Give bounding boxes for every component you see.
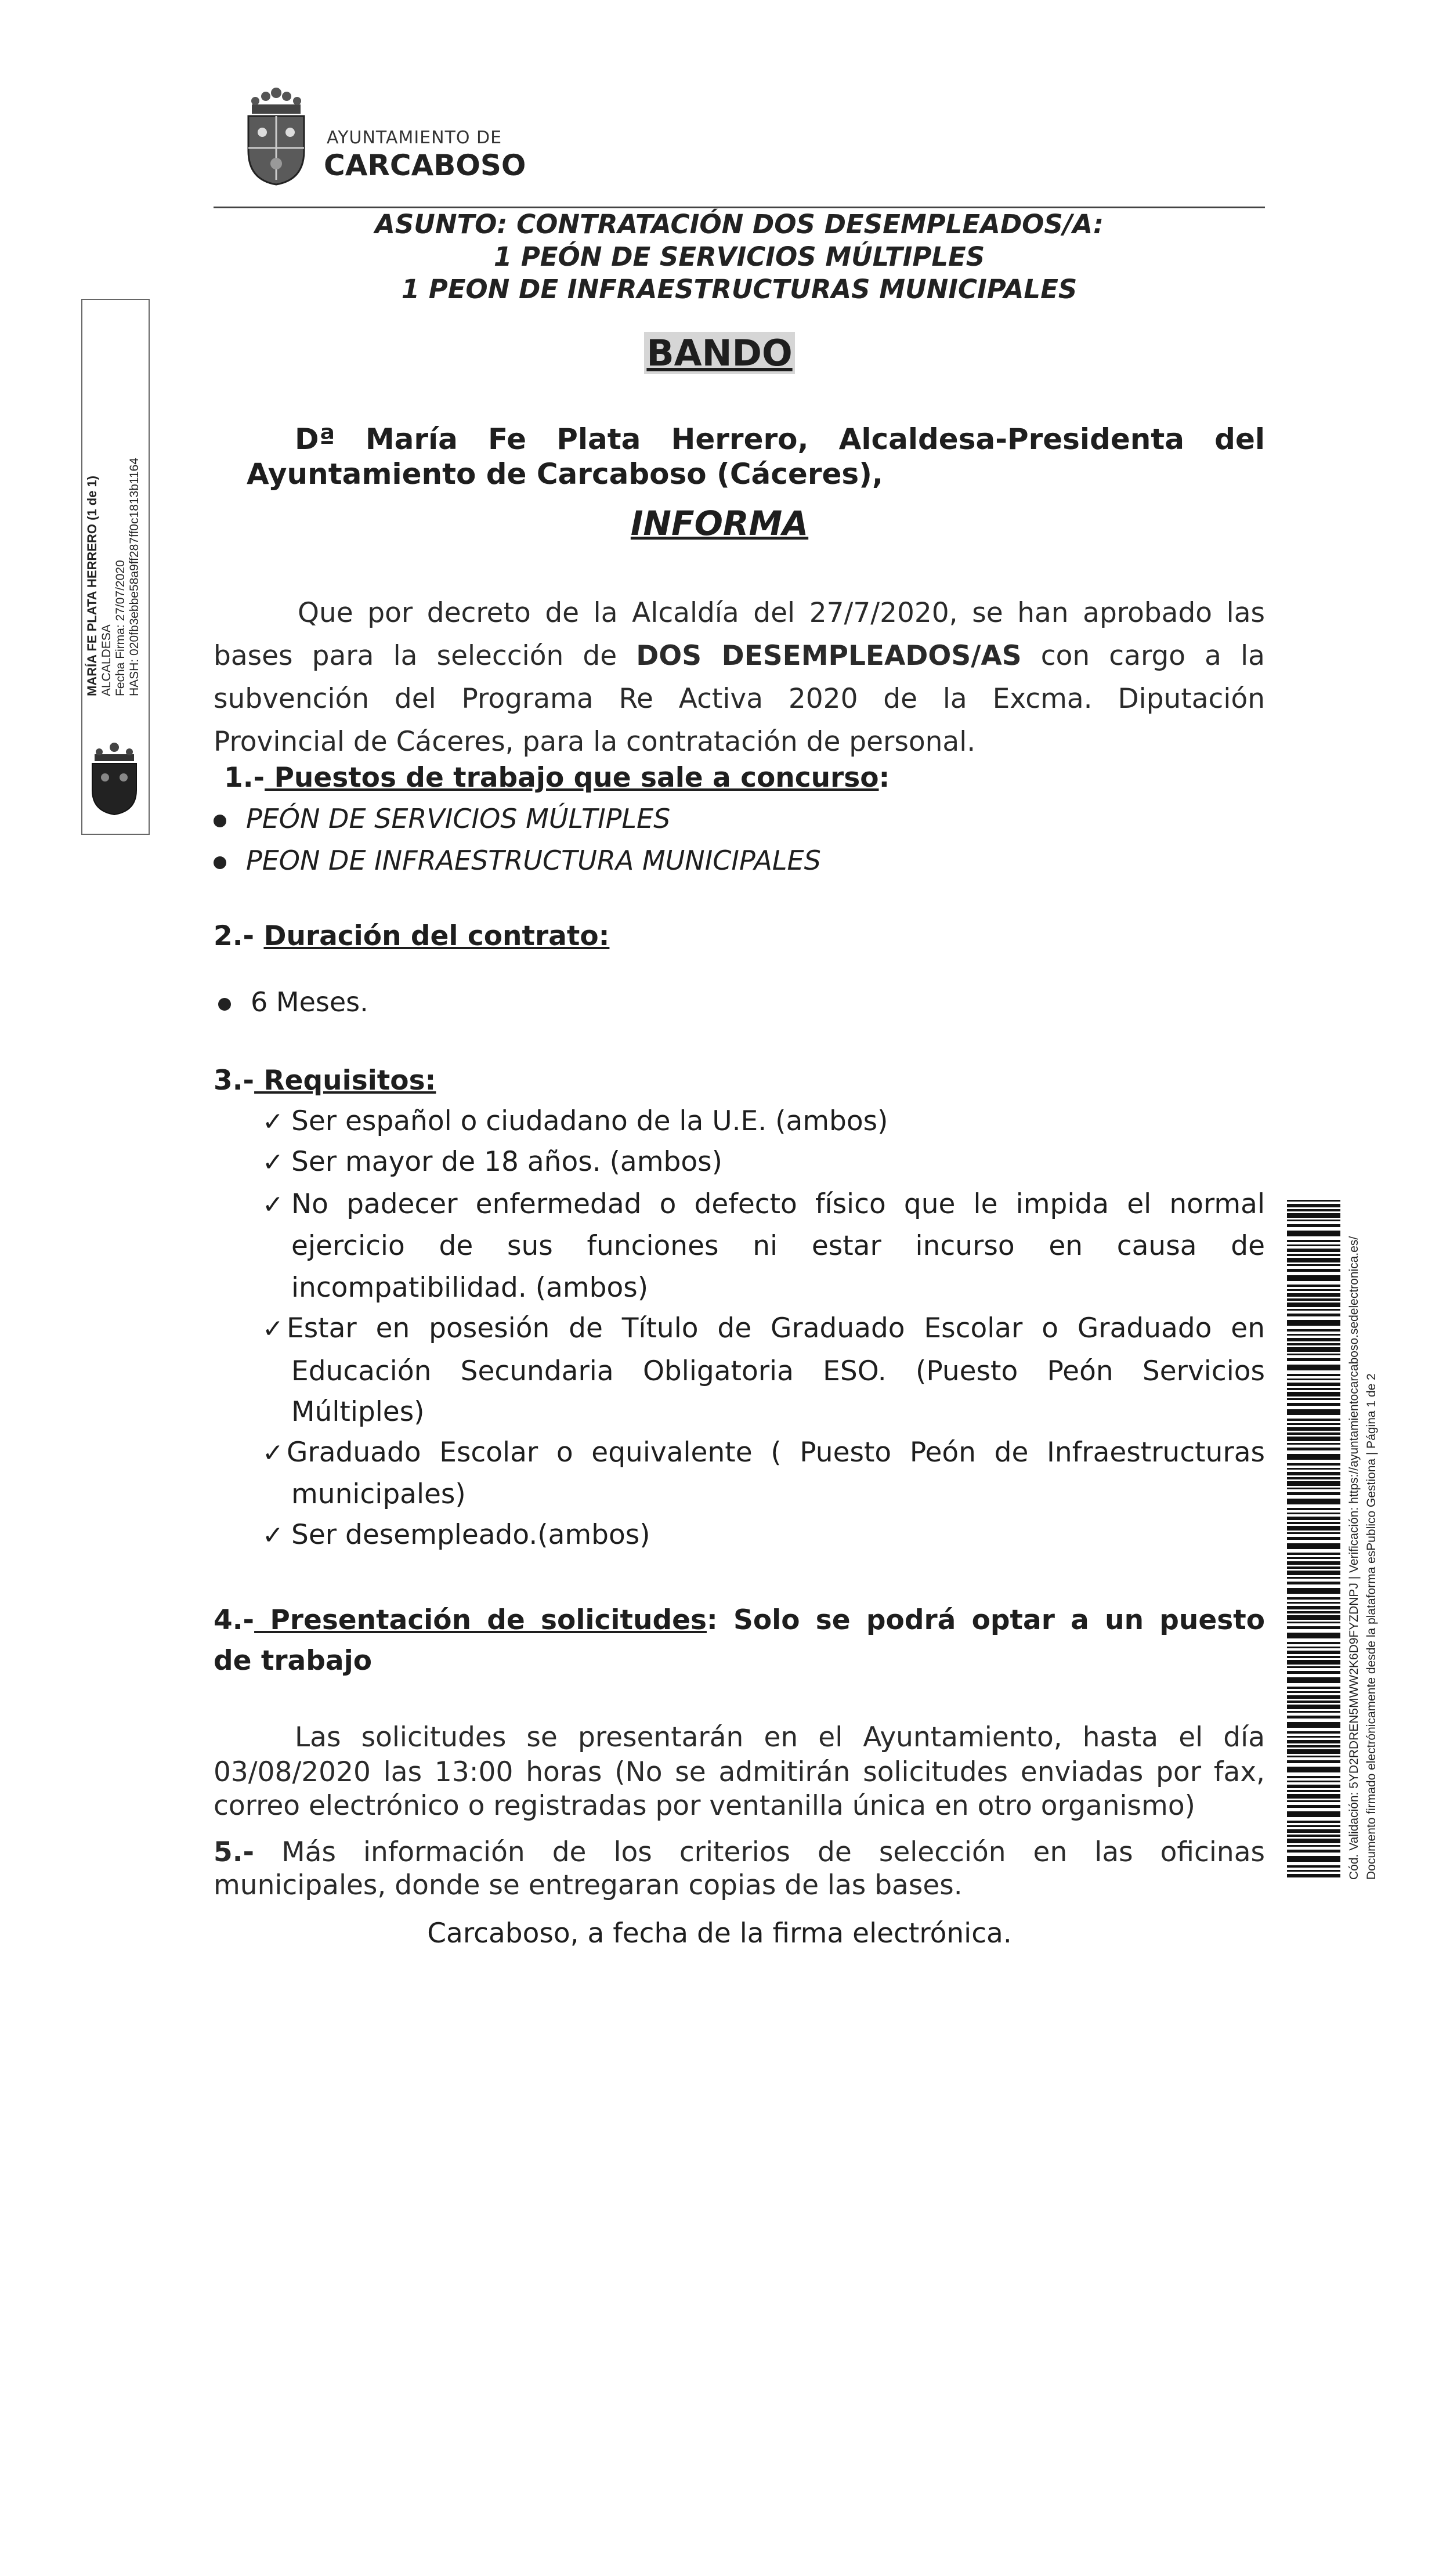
barcode-bar	[1287, 1240, 1340, 1242]
section-2-heading	[214, 920, 609, 952]
barcode-bar	[1287, 1334, 1340, 1336]
section-5-line-2: municipales, donde se entregaran copias de las bases.	[214, 1869, 963, 1901]
validation-barcode	[1287, 1200, 1340, 1879]
barcode-bar	[1287, 1566, 1340, 1569]
document-title	[0, 332, 1439, 374]
barcode-bar	[1287, 1204, 1340, 1207]
barcode-bar	[1287, 1651, 1340, 1654]
barcode-bar	[1287, 1231, 1340, 1236]
barcode-bar	[1287, 1805, 1340, 1808]
barcode-bar	[1287, 1354, 1340, 1355]
barcode-bar	[1287, 1427, 1340, 1431]
validation-code-line: Cód. Validación: 5YD2RDREN5MWW2K6D9FYZDNPJ | Verificación: https://ayuntamientocarcaboso.sedelectronica.es/	[1347, 1236, 1361, 1880]
barcode-bar	[1287, 1626, 1340, 1629]
stamp-role: ALCALDESA	[100, 624, 113, 696]
barcode-bar	[1287, 1454, 1340, 1460]
barcode-bar	[1287, 1398, 1340, 1400]
barcode-bar	[1287, 1244, 1340, 1246]
barcode-bar	[1287, 1320, 1340, 1326]
section-1-title: Puestos de trabajo que sale a concurso	[265, 762, 879, 794]
subject-line-2: 1 PEÓN DE SERVICIOS MÚLTIPLES	[493, 241, 985, 272]
barcode-bar	[1287, 1839, 1340, 1843]
barcode-bar	[1287, 1845, 1340, 1847]
section-4-para-line-3: correo electrónico o registradas por ventanilla única en otro organismo)	[214, 1790, 1195, 1822]
barcode-bar	[1287, 1374, 1340, 1376]
requirement-1-text: Ser español o ciudadano de la U.E. (ambos)	[291, 1105, 888, 1137]
decree-line-2-end: con cargo a la	[1021, 640, 1265, 672]
check-icon: ✓	[262, 1314, 284, 1344]
barcode-bar	[1287, 1874, 1340, 1877]
section-4-title: Presentación de solicitudes	[254, 1604, 707, 1636]
check-icon: ✓	[262, 1148, 284, 1177]
barcode-bar	[1287, 1463, 1340, 1466]
barcode-bar	[1287, 1677, 1340, 1683]
informa-heading: INFORMA	[630, 504, 809, 543]
barcode-bar	[1287, 1794, 1340, 1799]
barcode-bar	[1287, 1701, 1340, 1703]
stamp-date: Fecha Firma: 27/07/2020	[114, 560, 127, 696]
section-1-number: 1.-	[224, 762, 265, 794]
section-2-item-1	[218, 986, 368, 1018]
barcode-bar	[1287, 1825, 1340, 1827]
barcode-bar	[1287, 1642, 1340, 1644]
requirement-6-text: Ser desempleado.(ambos)	[291, 1519, 650, 1551]
requirement-5-line-1: Graduado Escolar o equivalente ( Puesto Peón de Infraestructuras	[287, 1437, 1265, 1468]
document-title-text: BANDO	[644, 332, 794, 374]
barcode-bar	[1287, 1347, 1340, 1352]
requirement-4-line-1: Estar en posesión de Título de Graduado Escolar o Graduado en	[287, 1312, 1265, 1344]
requirement-3-marker	[262, 1188, 291, 1220]
barcode-bar	[1287, 1656, 1340, 1658]
barcode-bar	[1287, 1736, 1340, 1738]
barcode-bar	[1287, 1249, 1340, 1252]
barcode-bar	[1287, 1409, 1340, 1415]
barcode-bar	[1287, 1213, 1340, 1218]
barcode-bar	[1287, 1488, 1340, 1489]
barcode-bar	[1287, 1711, 1340, 1713]
barcode-bar	[1287, 1611, 1340, 1613]
barcode-bar	[1287, 1443, 1340, 1445]
stamp-signer: MARÍA FE PLATA HERRERO (1 de 1)	[85, 475, 99, 696]
section-4-title-rest: : Solo se podrá optar a un puesto	[706, 1604, 1265, 1636]
intro-line-1: Dª María Fe Plata Herrero, Alcaldesa-Presidenta del	[295, 422, 1265, 456]
barcode-bar	[1287, 1499, 1340, 1504]
requirement-3-line-1: No padecer enfermedad o defecto físico que le impida el normal	[291, 1188, 1265, 1220]
barcode-bar	[1287, 1749, 1340, 1754]
barcode-bar	[1287, 1423, 1340, 1425]
bullet-icon	[214, 815, 226, 827]
barcode-bar	[1287, 1437, 1340, 1441]
barcode-bar	[1287, 1492, 1340, 1495]
section-3-heading	[214, 1065, 436, 1097]
barcode-bar	[1287, 1224, 1340, 1227]
barcode-bar	[1287, 1695, 1340, 1699]
header-divider	[214, 207, 1265, 208]
barcode-bar	[1287, 1517, 1340, 1520]
barcode-bar	[1287, 1432, 1340, 1435]
barcode-bar	[1287, 1865, 1340, 1868]
barcode-bar	[1287, 1790, 1340, 1792]
section-1-item-2-text: PEON DE INFRAESTRUCTURA MUNICIPALES	[246, 845, 821, 876]
requirement-5-line-2: municipales)	[291, 1478, 466, 1510]
stamp-hash: HASH: 020fb3ebbe58a9ff287ff0c1813b1164	[128, 457, 141, 696]
barcode-bar	[1287, 1472, 1340, 1475]
requirement-2-text: Ser mayor de 18 años. (ambos)	[291, 1146, 722, 1178]
barcode-bar	[1287, 1298, 1340, 1301]
barcode-bar	[1287, 1220, 1340, 1221]
decree-line-1: Que por decreto de la Alcaldía del 27/7/2020, se han aprobado las	[298, 597, 1265, 629]
barcode-bar	[1287, 1745, 1340, 1748]
barcode-bar	[1287, 1856, 1340, 1862]
check-icon: ✓	[262, 1438, 284, 1468]
stamp-crest-logo	[89, 741, 140, 816]
barcode-bar	[1287, 1776, 1340, 1778]
subject-line-1: ASUNTO: CONTRATACIÓN DOS DESEMPLEADOS/A:	[375, 209, 1104, 240]
barcode-bar	[1287, 1543, 1340, 1549]
barcode-bar	[1287, 1275, 1340, 1281]
barcode-bar	[1287, 1285, 1340, 1287]
barcode-bar	[1287, 1850, 1340, 1853]
section-1-colon: :	[878, 762, 890, 794]
barcode-bar	[1287, 1293, 1340, 1297]
barcode-bar	[1287, 1597, 1340, 1600]
check-icon: ✓	[262, 1107, 284, 1137]
barcode-bar	[1287, 1508, 1340, 1510]
barcode-bar	[1287, 1522, 1340, 1524]
barcode-bar	[1287, 1756, 1340, 1757]
barcode-bar	[1287, 1760, 1340, 1763]
barcode-bar	[1287, 1383, 1340, 1386]
barcode-bar	[1287, 1561, 1340, 1565]
barcode-bar	[1287, 1781, 1340, 1782]
barcode-bar	[1287, 1289, 1340, 1291]
barcode-bar	[1287, 1647, 1340, 1648]
barcode-bar	[1287, 1258, 1340, 1262]
section-5-line-1	[214, 1835, 1265, 1870]
barcode-bar	[1287, 1835, 1340, 1837]
intro-line-2: Ayuntamiento de Carcaboso (Cáceres),	[247, 457, 883, 491]
barcode-bar	[1287, 1303, 1340, 1307]
barcode-bar	[1287, 1821, 1340, 1823]
barcode-bar	[1287, 1767, 1340, 1772]
section-4-heading	[214, 1604, 1265, 1636]
barcode-bar	[1287, 1870, 1340, 1872]
section-2-number: 2.-	[214, 920, 264, 952]
barcode-bar	[1287, 1671, 1340, 1674]
barcode-bar	[1287, 1602, 1340, 1604]
decree-line-4: Provincial de Cáceres, para la contratación de personal.	[214, 726, 976, 758]
barcode-bar	[1287, 1811, 1340, 1817]
barcode-bar	[1287, 1269, 1340, 1272]
section-2-title: Duración del contrato:	[263, 920, 610, 952]
barcode-bar	[1287, 1615, 1340, 1620]
section-3-number: 3.-	[214, 1065, 255, 1097]
barcode-bar	[1287, 1633, 1340, 1638]
barcode-bar	[1287, 1448, 1340, 1450]
header-municipality-name: CARCABOSO	[324, 149, 526, 182]
section-5-text: Más información de los criterios de selección en las oficinas	[254, 1836, 1265, 1868]
barcode-bar	[1287, 1537, 1340, 1540]
barcode-bar	[1287, 1731, 1340, 1734]
barcode-bar	[1287, 1660, 1340, 1665]
section-1-item-2	[214, 845, 821, 876]
barcode-bar	[1287, 1379, 1340, 1380]
barcode-bar	[1287, 1314, 1340, 1316]
signature-stamp-text	[81, 299, 147, 763]
section-4-para-line-2: 03/08/2020 las 13:00 horas (No se admitirán solicitudes enviadas por fax,	[214, 1756, 1265, 1788]
barcode-bar	[1287, 1606, 1340, 1609]
barcode-bar	[1287, 1200, 1340, 1202]
section-3-title: Requisitos:	[254, 1065, 436, 1097]
check-icon: ✓	[262, 1190, 284, 1220]
barcode-bar	[1287, 1553, 1340, 1555]
requirement-2	[262, 1146, 722, 1178]
header-municipality-label: AYUNTAMIENTO DE	[327, 128, 502, 148]
barcode-bar	[1287, 1264, 1340, 1266]
validation-platform-line: Documento firmado electrónicamente desde la plataforma esPublico Gestiona | Página 1 de 2	[1365, 1373, 1378, 1880]
barcode-bar	[1287, 1388, 1340, 1390]
barcode-bar	[1287, 1477, 1340, 1479]
barcode-bar	[1287, 1582, 1340, 1584]
requirement-4-line-2: Educación Secundaria Obligatoria ESO. (Puesto Peón Servicios	[291, 1355, 1265, 1387]
barcode-bar	[1287, 1209, 1340, 1211]
decree-line-2	[214, 635, 1265, 678]
section-2-item-1-text: 6 Meses.	[251, 986, 368, 1018]
barcode-bar	[1287, 1403, 1340, 1406]
barcode-bar	[1287, 1557, 1340, 1559]
barcode-bar	[1287, 1800, 1340, 1802]
section-1-item-1-text: PEÓN DE SERVICIOS MÚLTIPLES	[246, 803, 671, 834]
barcode-bar	[1287, 1705, 1340, 1709]
barcode-bar	[1287, 1785, 1340, 1788]
barcode-bar	[1287, 1481, 1340, 1486]
barcode-bar	[1287, 1513, 1340, 1514]
barcode-bar	[1287, 1392, 1340, 1396]
section-4-number: 4.-	[214, 1604, 255, 1636]
barcode-bar	[1287, 1722, 1340, 1728]
barcode-bar	[1287, 1571, 1340, 1575]
subject-line-3: 1 PEON DE INFRAESTRUCTURAS MUNICIPALES	[401, 274, 1078, 305]
barcode-bar	[1287, 1309, 1340, 1311]
barcode-bar	[1287, 1532, 1340, 1534]
barcode-bar	[1287, 1343, 1340, 1345]
barcode-bar	[1287, 1358, 1340, 1361]
barcode-bar	[1287, 1526, 1340, 1531]
requirement-4-line-3: Múltiples)	[291, 1396, 425, 1428]
requirement-3-line-2: ejercicio de sus funciones ni estar incurso en causa de	[291, 1230, 1265, 1262]
barcode-bar	[1287, 1687, 1340, 1689]
barcode-bar	[1287, 1254, 1340, 1256]
barcode-bar	[1287, 1577, 1340, 1579]
requirement-1	[262, 1105, 888, 1137]
barcode-bar	[1287, 1338, 1340, 1341]
barcode-bar	[1287, 1829, 1340, 1833]
section-1-heading	[224, 762, 890, 794]
decree-line-2-start: bases para la selección de	[214, 640, 637, 672]
section-1-item-1	[214, 803, 670, 834]
barcode-bar	[1287, 1419, 1340, 1421]
check-icon: ✓	[262, 1521, 284, 1550]
barcode-bar	[1287, 1588, 1340, 1594]
barcode-bar	[1287, 1716, 1340, 1718]
closing-date-line: Carcaboso, a fecha de la firma electrónica.	[427, 1917, 1012, 1949]
municipal-crest-logo	[244, 87, 309, 186]
section-4-heading-line-2: de trabajo	[214, 1645, 373, 1677]
section-4-para-line-1: Las solicitudes se presentarán en el Ayuntamiento, hasta el día	[295, 1721, 1265, 1753]
barcode-bar	[1287, 1691, 1340, 1693]
barcode-bar	[1287, 1622, 1340, 1623]
section-5-number: 5.-	[214, 1836, 255, 1868]
requirement-3-line-3: incompatibilidad. (ambos)	[291, 1272, 649, 1304]
decree-line-3: subvención del Programa Re Activa 2020 de la Excma. Diputación	[214, 683, 1265, 715]
requirement-6	[262, 1519, 650, 1551]
bullet-icon	[218, 998, 231, 1011]
barcode-bar	[1287, 1365, 1340, 1370]
barcode-bar	[1287, 1468, 1340, 1470]
barcode-bar	[1287, 1329, 1340, 1332]
bullet-icon	[214, 856, 226, 869]
validation-text	[1347, 1236, 1394, 2576]
barcode-bar	[1287, 1666, 1340, 1668]
barcode-bar	[1287, 1740, 1340, 1743]
decree-bold-positions: DOS DESEMPLEADOS/AS	[636, 640, 1022, 672]
